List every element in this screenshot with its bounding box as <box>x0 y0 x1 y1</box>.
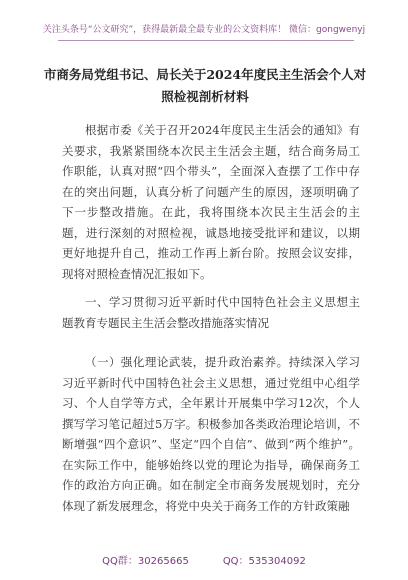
qq-group-text: QQ群：30265665 <box>102 556 189 567</box>
header-divider <box>58 40 354 41</box>
header-banner: 关注头条号“公文研究”，获得最新最全最专业的公文资料库！ 微信：gongwenyj <box>42 25 366 35</box>
paragraph-text: （一）强化理论武装，提升政治素养。持续深入学习习近平新时代中国特色社会主义思想，通过党组中心组学习、个人自学等方式，全年累计开展集中学习12次，个人撰写学习笔记超过5万字。积极参加各类政治理论培训，不断增强“四个意识”、坚定“四个自信”、做到“两个维护”。在实际工作中，能够始终以党的理论为指导，确保商务工作的政治方向正确。如在制定全市商务发展规划时，充分体现了新发展理念，将党中央关于商务工作的方针政策融 <box>62 355 360 513</box>
section-heading <box>62 292 360 333</box>
paragraph-subsection-1 <box>62 352 360 516</box>
qq-text: QQ：535304092 <box>222 556 306 567</box>
footer-contact <box>0 552 408 567</box>
title-line-2: 照检视剖析材料 <box>161 89 249 104</box>
document-title <box>40 64 370 108</box>
paragraph-intro <box>62 120 360 284</box>
paragraph-text: 根据市委《关于召开2024年度民主生活会的通知》有关要求，我紧紧围绕本次民主生活会主题，结合商务局工作职能，认真对照“四个带头”，全面深入查摆了工作中存在的突出问题，认真分析了问题产生的原因，逐项明确了下一步整改措施。在此，我将围绕本次民主生活会的主题，进行深刻的对照检视，诚恳地接受批评和建议，以期更好地提升自己，推动工作再上新台阶。按照会议安排，现将对照检查情况汇报如下。 <box>62 123 360 281</box>
title-line-1: 市商务局党组书记、局长关于2024年度民主生活会个人对 <box>43 67 367 82</box>
section-heading-text: 一、学习贯彻习近平新时代中国特色社会主义思想主题教育专题民主生活会整改措施落实情况 <box>62 295 360 330</box>
